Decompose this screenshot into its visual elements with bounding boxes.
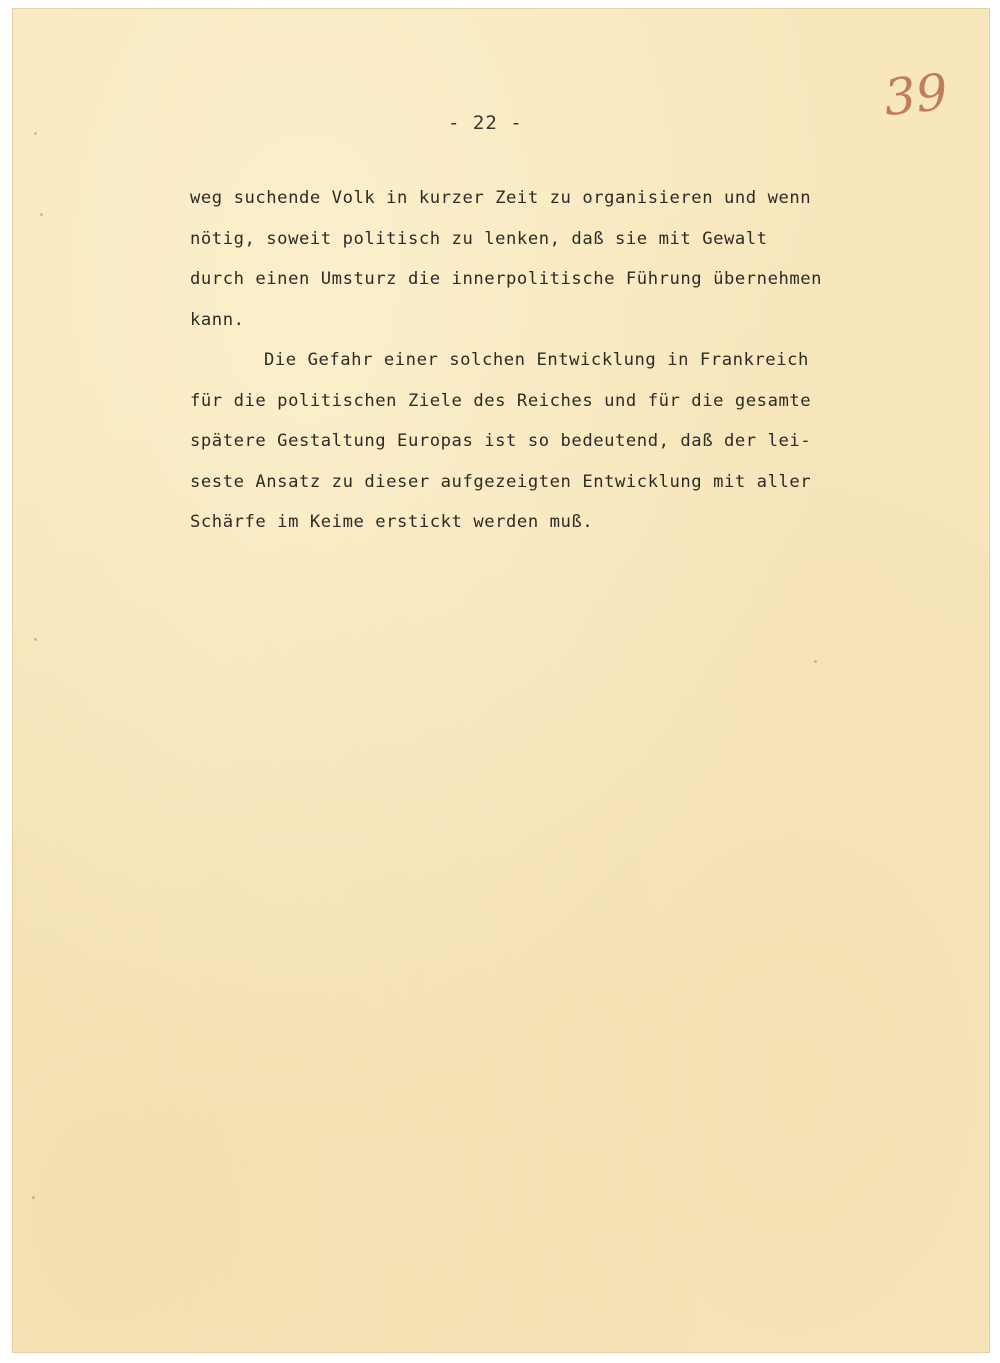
- text-line: Schärfe im Keime erstickt werden muß.: [190, 512, 594, 532]
- text-line: kann.: [190, 309, 245, 330]
- text-line-paragraph-start: Die Gefahr einer solchen Entwicklung in Frankreich: [264, 350, 809, 370]
- text-line: spätere Gestaltung Europas ist so bedeutend, daß der lei-: [190, 431, 812, 451]
- text-line: seste Ansatz zu dieser aufgezeigten Entwicklung mit aller: [190, 471, 812, 492]
- text-line: durch einen Umsturz die innerpolitische Führung übernehmen: [190, 269, 823, 289]
- paper-speck: [34, 132, 37, 135]
- text-line: nötig, soweit politisch zu lenken, daß sie mit Gewalt: [190, 228, 768, 249]
- paper-speck: [32, 1196, 35, 1199]
- paper-speck: [34, 638, 37, 641]
- paper-speck: [40, 213, 43, 216]
- text-line: weg suchende Volk in kurzer Zeit zu organisieren und wenn: [190, 188, 812, 208]
- page-number: - 22 -: [448, 112, 523, 134]
- handwritten-folio-number: 39: [881, 62, 951, 128]
- paper-speck: [814, 660, 817, 663]
- body-text: [190, 178, 920, 543]
- text-line: für die politischen Ziele des Reiches und für die gesamte: [190, 390, 812, 411]
